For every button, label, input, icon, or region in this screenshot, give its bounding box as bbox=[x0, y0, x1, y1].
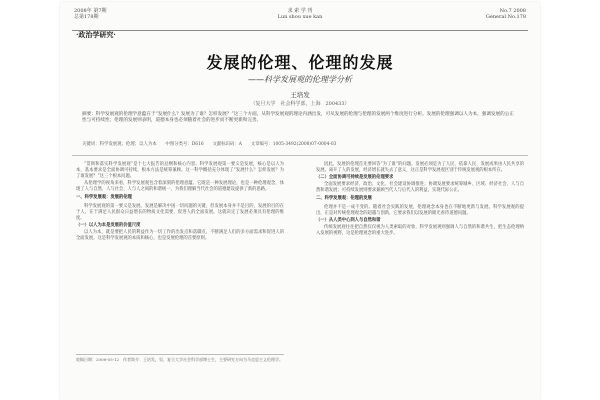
header-journal bbox=[60, 8, 540, 20]
journal-page bbox=[60, 2, 540, 400]
paragraph: 以人为本，就是要把人民的利益作为一切工作的出发点和落脚点，不断满足人们的多方面需求和促进人的全面发展。这是科学发展观的本质和核心，也是发展伦理的首要原则。 bbox=[76, 229, 284, 242]
paragraph: “贯彻和落实科学发展观”是十七大报告的总纲和核心内容。科学发展观第一要义是发展，核心是以人为本，基本要求是全面协调可持续，根本方法是统筹兼顾。这一科学概括充分体现了“发展什么？怎样发展？为了谁发展？”这三个根本问题。 bbox=[76, 162, 284, 180]
section-heading: 一、科学发展观：发展的伦理 bbox=[76, 195, 132, 201]
page-header bbox=[60, 8, 540, 28]
paragraph: 全面发展要求经济、政治、文化、社会建设协调推进；协调发展要求统筹城乡、区域、经济社会、人与自然和谐发展；可持续发展则要求兼顾当代人与后代人的利益，实现代际公正。 bbox=[316, 182, 524, 194]
header-rule bbox=[72, 30, 528, 31]
article-title: 发展的伦理、伦理的发展 bbox=[206, 53, 394, 72]
keywords-meta: 关键词：科学发展观；伦理；以人为本 中图分类号：D616 文献标识码：A 文章编号：1005-3492(2008)07-0004-03 bbox=[82, 142, 337, 147]
paragraph: 伦理并不是一成不变的。随着社会实践的发展，伦理观念本身也在不断地更新与发展。科学发展观的提出，正是对传统伦理观念的超越与创新，它要求我们以发展的眼光看待道德问题。 bbox=[316, 204, 524, 216]
header-issue-total: 总第178期 bbox=[74, 14, 99, 20]
body-column-right bbox=[316, 162, 524, 238]
body-rule bbox=[72, 155, 528, 156]
footnote: 收稿日期：2008-05-12 作者简介：王培发，男，复旦大学社会科学部博士生，主要研究方向为马克思主义伦理学。 bbox=[76, 354, 284, 362]
subsection-heading: （一）从人类中心到人与自然和谐 bbox=[316, 217, 381, 223]
article-author: 王培发 bbox=[290, 91, 310, 99]
header-issue-en bbox=[486, 8, 526, 20]
header-issue-line: 2008年 第7期 bbox=[74, 8, 107, 14]
body-column-left bbox=[76, 162, 284, 243]
article-subtitle: ——科学发展观的伦理学分析 bbox=[248, 75, 352, 84]
paragraph: 从伦理学的视角来看，科学发展观包含着深刻的伦理意蕴。它既是一种发展理论，也是一种伦理观念，体现了人与自然、人与社会、人与人之间的和谐统一，为我们理解当代社会的道德建设提供了新的思路。 bbox=[76, 181, 284, 193]
abstract: 摘要：科学发展观的伦理学意蕴在于“发展什么？发展为了谁？怎样发展？”这三个方面。从科学发展观的理论内涵出发，可从发展的伦理与伦理的发展两个维度进行分析。发展的伦理强调以人为本，强调发展的公正性与可持续性；伦理的发展则表明，道德本身也必须随着社会的进步而不断更新和完善。 bbox=[82, 112, 514, 123]
header-journal-pinyin: Lun shou xue kan bbox=[277, 14, 323, 20]
author-affiliation: （复旦大学 社会科学部，上海 200433） bbox=[250, 101, 350, 107]
subsection-heading: （二）全面协调可持续是发展的伦理要求 bbox=[316, 175, 394, 181]
header-issue-en-line: No.7 2008 bbox=[499, 8, 526, 14]
paragraph: 传统发展观往往把自然仅仅视为人类索取的对象，科学发展观则强调人与自然的和谐共生，把生态伦理纳入发展的视野，这是伦理观念的重大进步。 bbox=[316, 224, 524, 236]
paragraph: 因此，发展的伦理首先要回答“为了谁”的问题。发展必须是为了人民、依靠人民、发展成果由人民共享的发展。离开了人的发展，经济增长就失去了意义，这正是科学发展观区别于传统发展观的根本所在。 bbox=[316, 162, 524, 174]
subsection-heading: （一）以人为本是发展的价值尺度 bbox=[76, 222, 141, 228]
paragraph: 科学发展观的第一要义是发展。发展是解决中国一切问题的关键，但发展本身并不是目的，发展的目的在于人，在于满足人民群众日益增长的物质文化需要，促进人的全面发展。这就决定了发展必须具有伦理的维度。 bbox=[76, 203, 284, 221]
header-issue-en-total: General No.178 bbox=[485, 14, 526, 20]
section-heading: 二、科学发展观：伦理的发展 bbox=[316, 196, 372, 202]
header-journal-name: 求 索 学 刊 bbox=[287, 8, 313, 14]
section-label: ·政治学研究· bbox=[76, 30, 116, 39]
